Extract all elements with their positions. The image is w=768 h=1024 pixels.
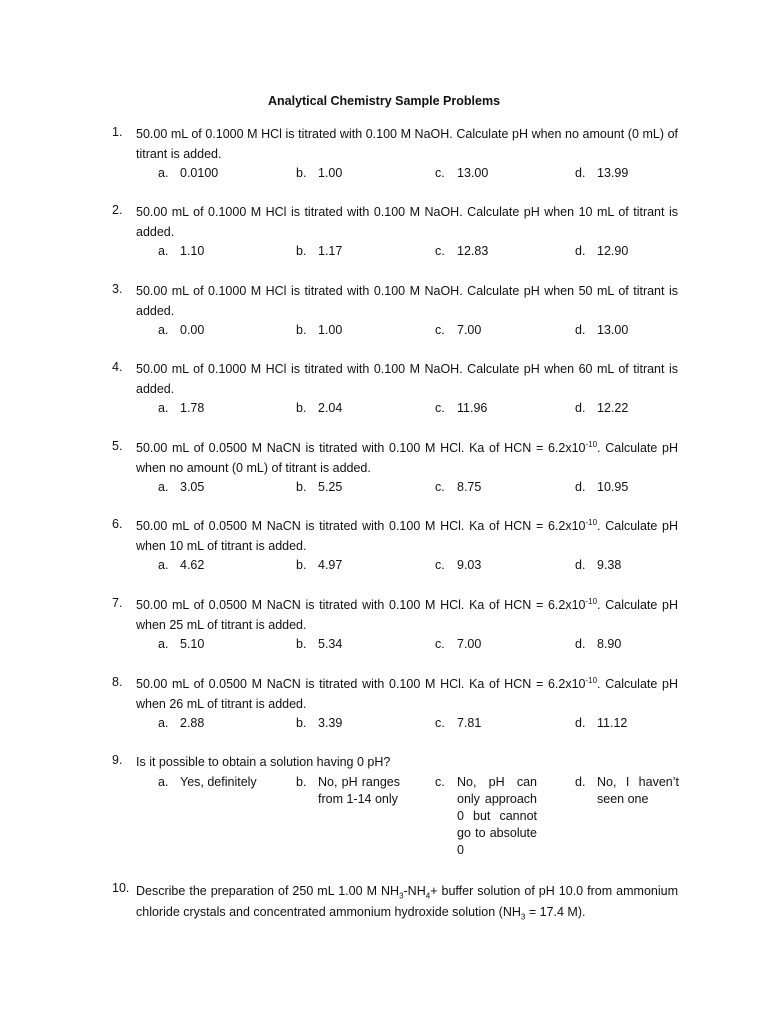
question-text-part: 50.00 mL of 0.0500 M NaCN is titrated with 0.100 M HCl. Ka of HCN = 6.2x10 [136,519,586,533]
answer-choices [112,774,678,864]
subscript: 3 [399,891,404,901]
choice-letter: a. [158,637,169,651]
choice-letter: c. [435,166,445,180]
choice-letter: b. [296,716,307,730]
exponent: -10 [585,439,598,449]
choice-letter: c. [435,401,445,415]
choice-letter: b. [296,323,307,337]
answer-choices [112,715,678,735]
choice-letter: d. [575,716,586,730]
choice-answer: 7.81 [457,716,482,730]
choice-letter: d. [575,323,586,337]
choice-letter: c. [435,637,445,651]
question-number: 6. [112,517,123,531]
question-number: 8. [112,675,123,689]
answer-choices [112,400,678,420]
choice-letter: c. [435,716,445,730]
question-text: Is it possible to obtain a solution having 0 pH? [136,755,391,769]
choice-letter: c. [435,480,445,494]
question-7 [112,596,678,656]
choice-answer: No, pH can only approach 0 but cannot go to absolute 0 [457,774,537,857]
question-text: 50.00 mL of 0.1000 M HCl is titrated with 0.100 M NaOH. Calculate pH when 60 mL of titrant is added. [136,362,678,396]
question-text [136,439,678,478]
choice-letter: b. [296,401,307,415]
question-4 [112,360,678,420]
question-number: 7. [112,596,123,610]
choice-answer: 13.00 [597,323,629,337]
choice-letter: a. [158,774,169,789]
question-text-part: . Calculate pH when 25 mL of titrant is added. [136,598,678,632]
choice-letter: b. [296,558,307,572]
question-text [136,596,678,635]
choice-letter: a. [158,166,169,180]
question-3 [112,282,678,342]
choice-answer: 4.62 [180,558,205,572]
choice-answer: 5.34 [318,637,343,651]
choice-answer: 13.99 [597,166,629,180]
choice-answer: 10.95 [597,480,629,494]
question-text-part: 50.00 mL of 0.0500 M NaCN is titrated with 0.100 M HCl. Ka of HCN = 6.2x10 [136,677,586,691]
choice-letter: b. [296,166,307,180]
choice-answer: 0.00 [180,323,205,337]
choice-answer: 4.97 [318,558,343,572]
choice-answer: 5.10 [180,637,205,651]
choice-letter: a. [158,716,169,730]
choice-answer: 1.10 [180,244,205,258]
choice-answer: 13.00 [457,166,489,180]
answer-choices [112,636,678,656]
answer-choices [112,243,678,263]
choice-answer: 2.88 [180,716,205,730]
answer-choices [112,479,678,499]
question-1 [112,125,678,185]
choice-answer: 9.03 [457,558,482,572]
subscript: 4 [425,891,431,901]
choice-answer: 11.96 [457,401,488,415]
choice-answer: 8.90 [597,637,622,651]
choice-letter: b. [296,244,307,258]
choice-answer: 1.78 [180,401,205,415]
choice-answer: No, I haven’t seen one [597,774,679,806]
choice-answer: 1.00 [318,323,343,337]
choice-answer: 1.00 [318,166,343,180]
question-text-part: . Calculate pH when 26 mL of titrant is added. [136,677,678,711]
choice-answer: 9.38 [597,558,622,572]
choice-letter: b. [296,480,307,494]
question-number: 3. [112,282,123,296]
question-text-part: 50.00 mL of 0.0500 M NaCN is titrated with 0.100 M HCl. Ka of HCN = 6.2x10 [136,441,586,455]
answer-choices [112,322,678,342]
choice-letter: d. [575,244,586,258]
choice-letter: d. [575,774,586,789]
choice-letter: d. [575,558,586,572]
choice-letter: b. [296,637,307,651]
question-text: 50.00 mL of 0.1000 M HCl is titrated with 0.100 M NaOH. Calculate pH when no amount (0 mL) of titrant is added. [136,127,678,161]
answer-choices [112,165,678,185]
choice-answer: 8.75 [457,480,482,494]
choice-letter: c. [435,323,445,337]
question-text: 50.00 mL of 0.1000 M HCl is titrated with 0.100 M NaOH. Calculate pH when 50 mL of titrant is added. [136,284,678,318]
question-text [136,881,678,923]
choice-letter: d. [575,401,586,415]
choice-letter: d. [575,480,586,494]
question-8 [112,675,678,735]
choice-letter: c. [435,244,445,258]
question-5 [112,439,678,499]
choice-answer: 7.00 [457,323,482,337]
question-text-part: . Calculate pH when 10 mL of titrant is added. [136,519,678,553]
choice-letter: d. [575,637,586,651]
choice-letter: a. [158,323,169,337]
question-text-part: . Calculate pH when no amount (0 mL) of titrant is added. [136,441,678,475]
question-text-part: = 17.4 M). [525,905,586,919]
exponent: -10 [585,675,598,685]
question-9 [112,753,678,864]
choice-letter: c. [435,774,445,789]
choice-answer: 3.05 [180,480,205,494]
question-6 [112,517,678,577]
choice-answer: 2.04 [318,401,343,415]
answer-choices [112,557,678,577]
question-number: 5. [112,439,123,453]
choice-answer: 12.22 [597,401,629,415]
question-10 [112,881,678,923]
choice-answer: 5.25 [318,480,343,494]
question-text: 50.00 mL of 0.1000 M HCl is titrated with 0.100 M NaOH. Calculate pH when 10 mL of titrant is added. [136,205,678,239]
choice-letter: a. [158,558,169,572]
document-title: Analytical Chemistry Sample Problems [267,94,501,108]
choice-answer: 1.17 [318,244,343,258]
question-2 [112,203,678,263]
choice-answer: 3.39 [318,716,343,730]
choice-answer: 12.83 [457,244,489,258]
choice-answer: Yes, definitely [180,774,257,789]
question-text-part: 50.00 mL of 0.0500 M NaCN is titrated with 0.100 M HCl. Ka of HCN = 6.2x10 [136,598,586,612]
choice-answer: 7.00 [457,637,482,651]
choice-letter: a. [158,480,169,494]
question-number: 4. [112,360,123,374]
question-number: 9. [112,753,123,767]
question-text-part: Describe the preparation of 250 mL 1.00 M NH [136,884,400,898]
choice-letter: a. [158,244,169,258]
choice-answer: 11.12 [597,716,628,730]
question-text-part: + buffer solution of pH 10.0 from ammonium chloride crystals and concentrated ammonium hydroxide solution (NH [136,884,678,919]
question-text [136,517,678,556]
exponent: -10 [585,517,598,527]
question-text-part: -NH [403,884,426,898]
subscript: 3 [520,912,526,922]
choice-letter: a. [158,401,169,415]
question-text [136,675,678,714]
choice-answer: 12.90 [597,244,629,258]
exponent: -10 [585,596,598,606]
question-number: 1. [112,125,123,139]
choice-answer: No, pH ranges from 1-14 only [318,774,400,806]
question-number: 10. [112,881,130,895]
choice-letter: b. [296,774,307,789]
choice-letter: c. [435,558,445,572]
choice-answer: 0.0100 [180,166,219,180]
choice-letter: d. [575,166,586,180]
question-number: 2. [112,203,123,217]
